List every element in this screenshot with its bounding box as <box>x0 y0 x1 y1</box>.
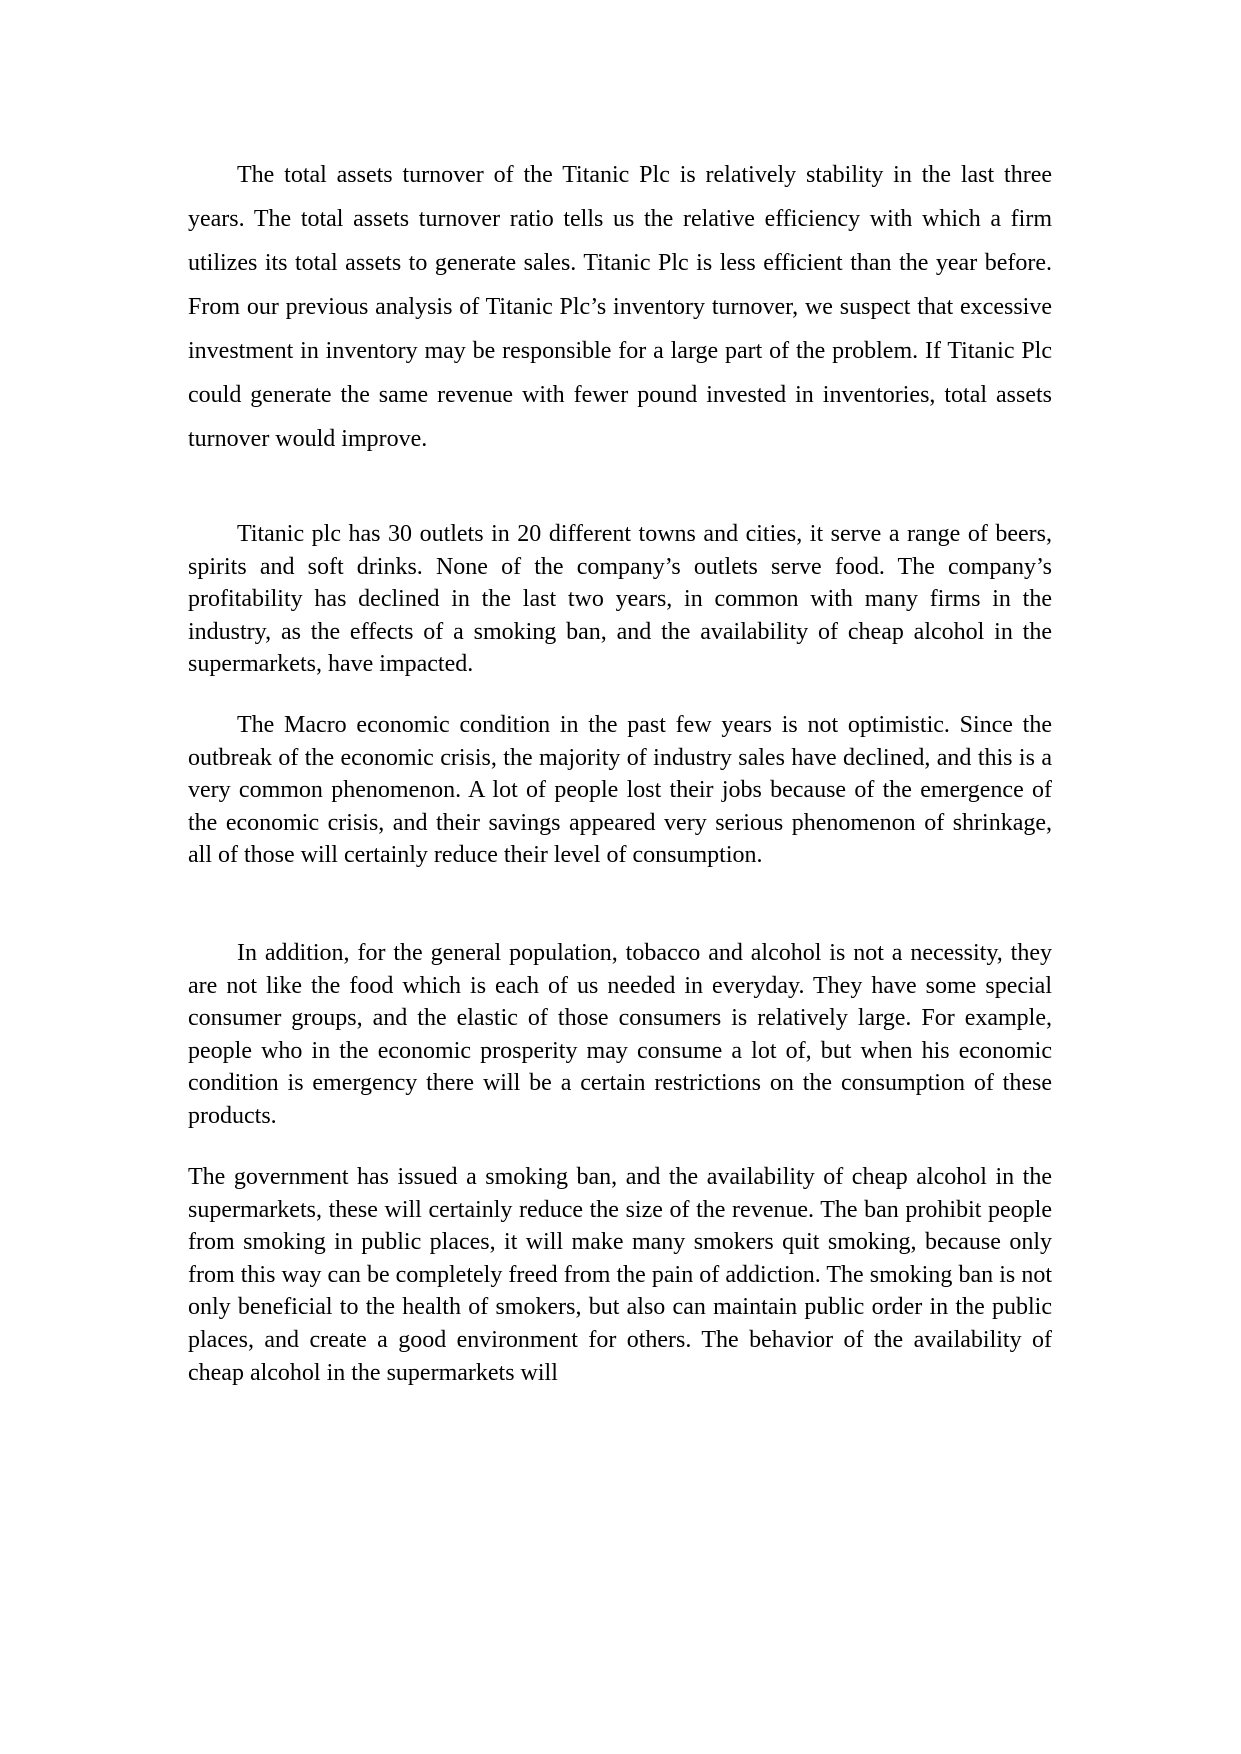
paragraph-total-assets-turnover: The total assets turnover of the Titanic Plc is relatively stability in the last three years. The total assets turnover ratio tells us the relative efficiency with which a firm utilizes its total assets to generate sales. Titanic Plc is less efficient than the year before. From our previous analysis of Titanic Plc’s inventory turnover, we suspect that excessive investment in inventory may be responsible for a large part of the problem. If Titanic Plc could generate the same revenue with fewer pound invested in inventories, total assets turnover would improve. <box>188 162 1052 452</box>
paragraph-company-profile: Titanic plc has 30 outlets in 20 different towns and cities, it serve a range of beers, spirits and soft drinks. None of the company’s outlets serve food. The company’s profitability has declined in the last two years, in common with many firms in the industry, as the effects of a smoking ban, and the availability of cheap alcohol in the supermarkets, have impacted. <box>188 521 1052 678</box>
paragraph-macro-economic-condition: The Macro economic condition in the past few years is not optimistic. Since the outbreak of the economic crisis, the majority of industry sales have declined, and this is a very common phenomenon. A lot of people lost their jobs because of the emergence of the economic crisis, and their savings appeared very serious phenomenon of shrinkage, all of those will certainly reduce their level of consumption. <box>188 712 1052 869</box>
paragraph-smoking-ban: The government has issued a smoking ban, and the availability of cheap alcohol in the supermarkets, these will certainly reduce the size of the revenue. The ban prohibit people from smoking in public places, it will make many smokers quit smoking, because only from this way can be completely freed from the pain of addiction. The smoking ban is not only beneficial to the health of smokers, but also can maintain public order in the public places, and create a good environment for others. The behavior of the availability of cheap alcohol in the supermarkets will <box>188 1164 1052 1386</box>
paragraph-consumer-elasticity: In addition, for the general population, tobacco and alcohol is not a necessity, they are not like the food which is each of us needed in everyday. They have some special consumer groups, and the elastic of those consumers is relatively large. For example, people who in the economic prosperity may consume a lot of, but when his economic condition is emergency there will be a certain restrictions on the consumption of these products. <box>188 940 1052 1129</box>
